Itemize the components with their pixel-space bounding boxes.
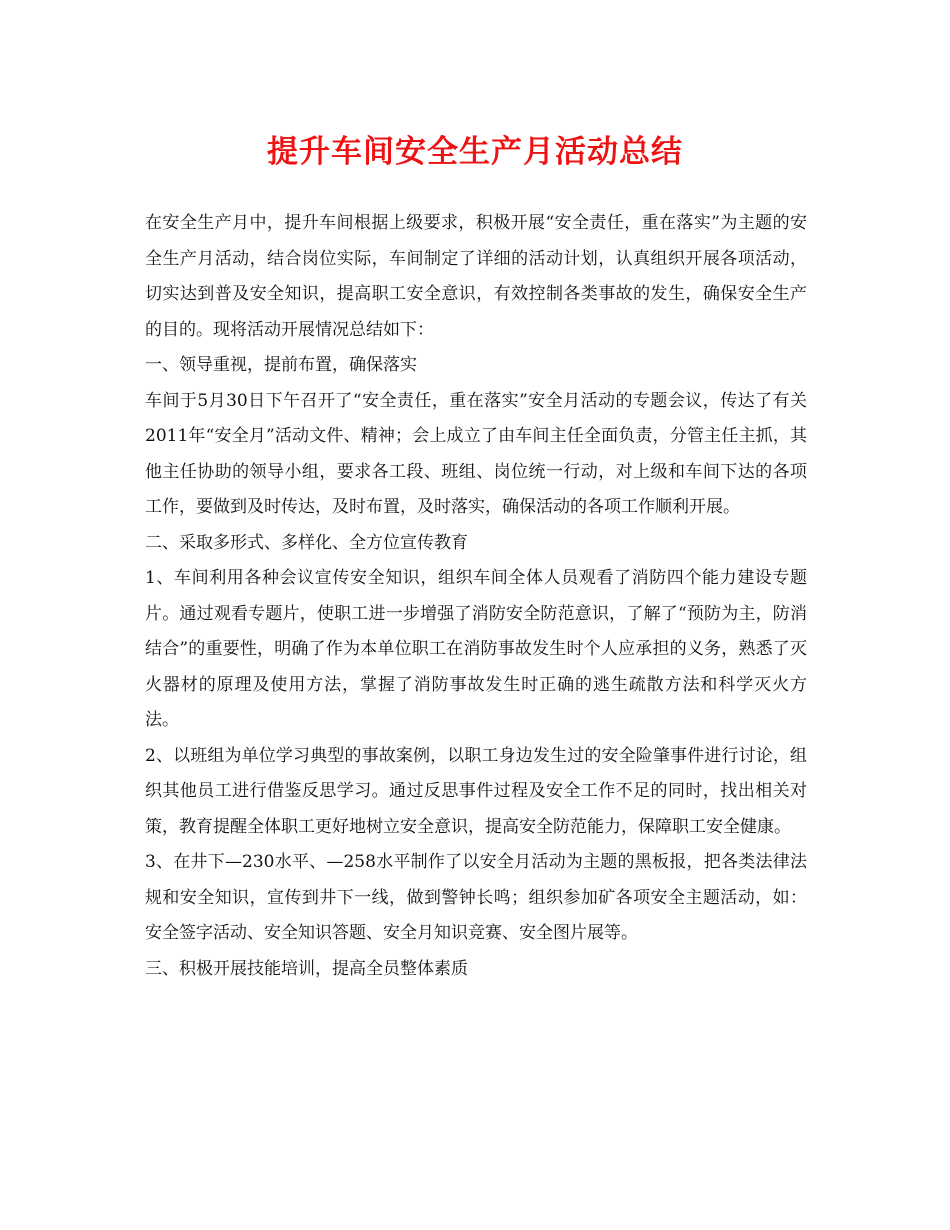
section-heading-1: 一、领导重视，提前布置，确保落实 xyxy=(145,355,417,375)
section-heading-3: 三、积极开展技能培训，提高全员整体素质 xyxy=(145,958,468,979)
document-title: 提升车间安全生产月活动总结 xyxy=(267,134,683,170)
paragraph-item-3: 3、在井下—230水平、—258水平制作了以安全月活动为主题的黑板报，把各类法律法规和安全知识，宣传到井下一线，做到警钟长鸣；组织参加矿各项安全主题活动，如：安全签字活动、安全知识答题、安全月知识竞赛、安全图片展等。 xyxy=(145,852,807,943)
paragraph-item-2: 2、以班组为单位学习典型的事故案例，以职工身边发生过的安全险肇事件进行讨论，组织其他员工进行借鉴反思学习。通过反思事件过程及安全工作不足的同时，找出相关对策，教育提醒全体职工更好地树立安全意识，提高安全防范能力，保障职工安全健康。 xyxy=(145,745,807,837)
paragraph-item-1: 1、车间利用各种会议宣传安全知识，组织车间全体人员观看了消防四个能力建设专题片。通过观看专题片，使职工进一步增强了消防安全防范意识，了解了“预防为主，防消结合”的重要性，明确了作为本单位职工在消防事故发生时个人应承担的义务，熟悉了灭火器材的原理及使用方法，掌握了消防事故发生时正确的逃生疏散方法和科学灭火方法。 xyxy=(145,568,807,730)
paragraph-section-1: 车间于5月30日下午召开了“安全责任，重在落实”安全月活动的专题会议，传达了有关2011年“安全月”活动文件、精神；会上成立了由车间主任全面负责，分管主任主抓，其他主任协助的领导小组，要求各工段、班组、岗位统一行动，对上级和车间下达的各项工作，要做到及时传达，及时布置，及时落实，确保活动的各项工作顺利开展。 xyxy=(145,390,807,517)
document-body xyxy=(145,206,807,987)
paragraph-intro: 在安全生产月中，提升车间根据上级要求，积极开展“安全责任，重在落实”为主题的安全生产月活动，结合岗位实际，车间制定了详细的活动计划，认真组织开展各项活动，切实达到普及安全知识，提高职工安全意识，有效控制各类事故的发生，确保安全生产的目的。现将活动开展情况总结如下： xyxy=(145,213,807,340)
section-heading-2: 二、采取多形式、多样化、全方位宣传教育 xyxy=(145,532,468,553)
